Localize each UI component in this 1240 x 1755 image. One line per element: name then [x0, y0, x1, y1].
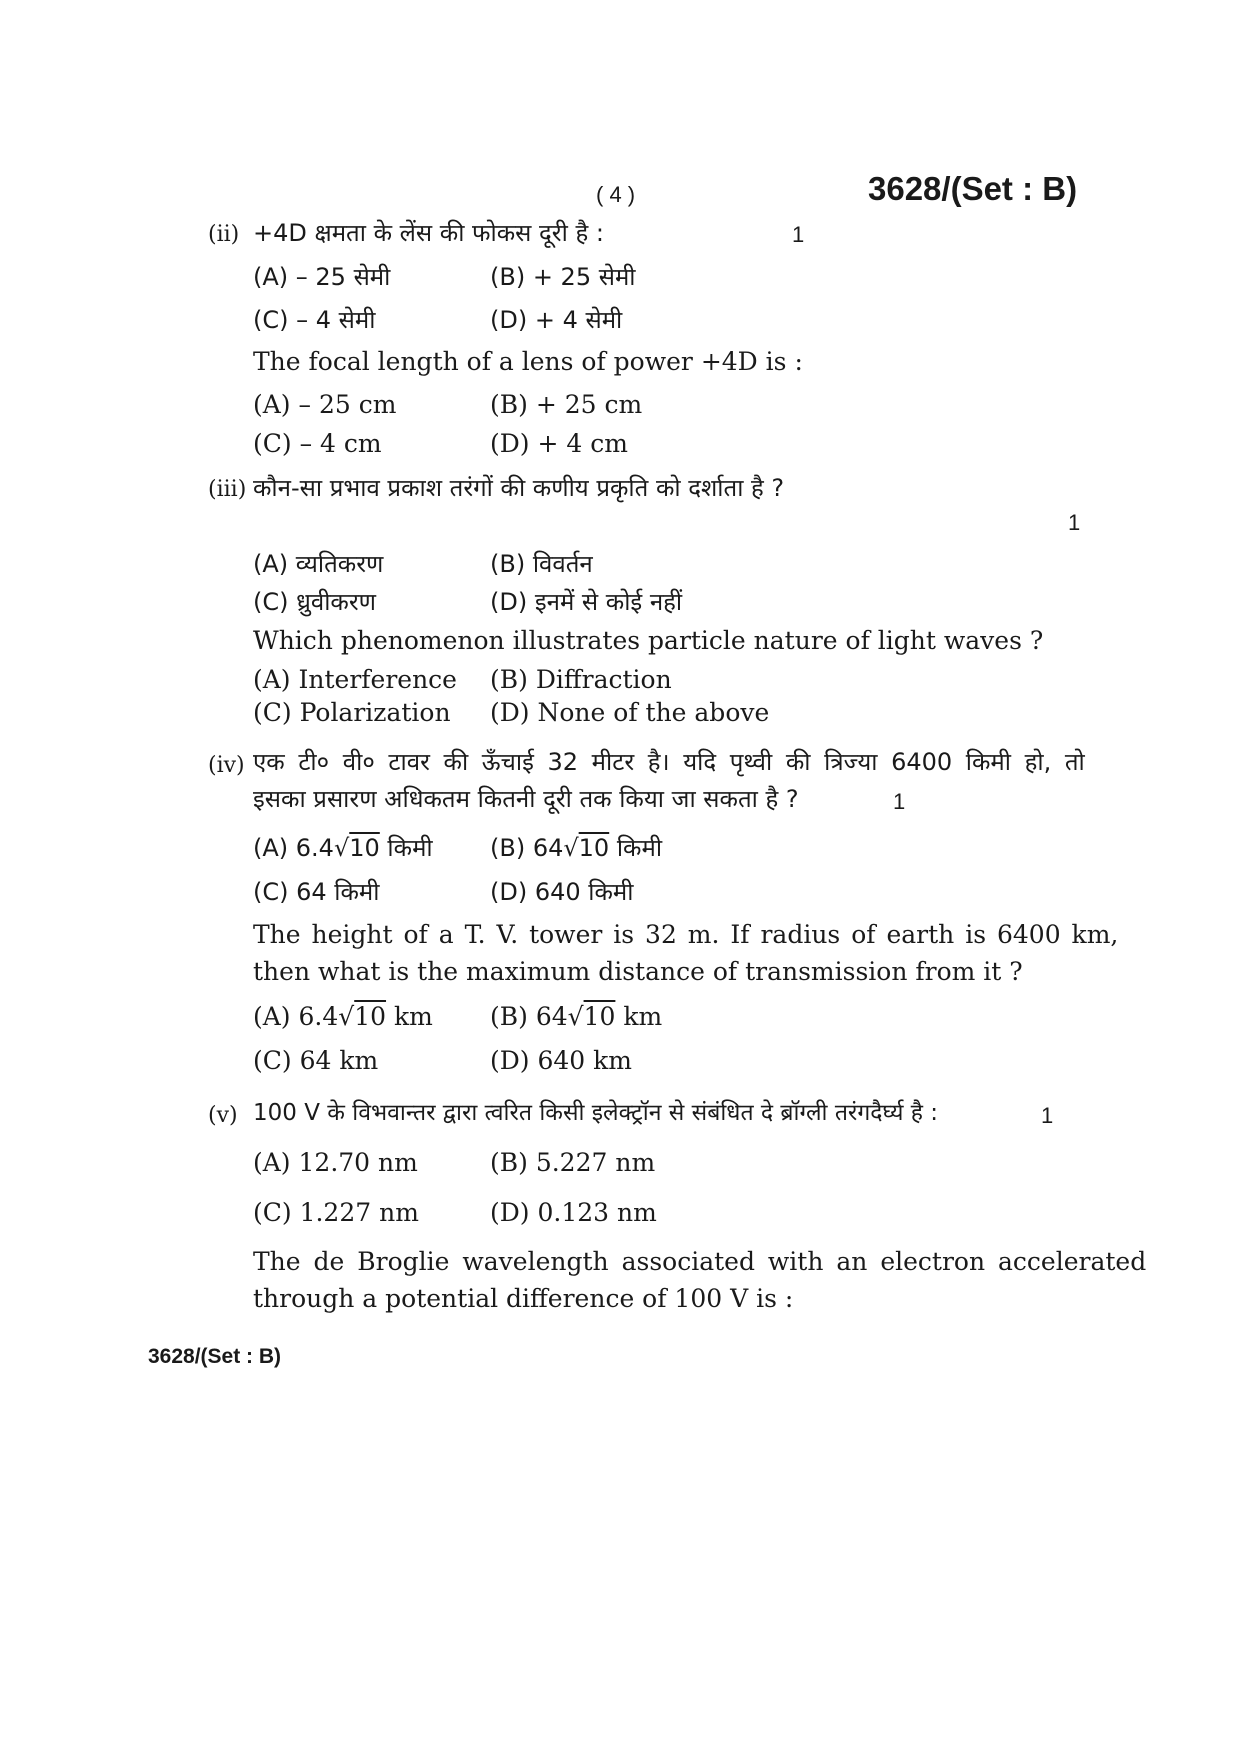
option-a-english: [253, 1002, 433, 1031]
question-number: (ii): [208, 222, 240, 247]
sqrt-symbol: √: [567, 1002, 584, 1031]
marks: 1: [893, 789, 906, 814]
option-c: (C) 1.227 nm: [253, 1198, 419, 1227]
question-text-english: Which phenomenon illustrates particle nature of light waves ?: [253, 626, 1044, 655]
question-text-hindi: 100 V के विभवान्तर द्वारा त्वरित किसी इलेक्ट्रॉन से संबंधित दे ब्रॉग्ली तरंगदैर्घ्य है :: [253, 1100, 939, 1126]
option-suffix: km: [615, 1002, 663, 1031]
option-d-hindi: (D) 640 किमी: [490, 878, 634, 906]
option-a-english: (A) Interference: [253, 665, 457, 694]
question-text-english-line2: then what is the maximum distance of transmission from it ?: [253, 957, 1023, 986]
question-text-hindi-line1: एक टी० वी० टावर की ऊँचाई 32 मीटर है। यदि पृथ्वी की त्रिज्या 6400 किमी हो, तो: [253, 748, 1085, 776]
question-text-english-line2: through a potential difference of 100 V is :: [253, 1284, 794, 1313]
sqrt-symbol: √: [338, 1002, 355, 1031]
option-prefix: (A) 6.4: [253, 1002, 339, 1031]
option-prefix: (B) 64: [490, 834, 564, 862]
option-a: (A) 12.70 nm: [253, 1148, 418, 1177]
option-suffix: किमी: [379, 834, 433, 862]
option-c-english: (C) Polarization: [253, 698, 451, 727]
option-suffix: किमी: [609, 834, 663, 862]
option-b-english: (B) Diffraction: [490, 665, 672, 694]
option-c-english: (C) 64 km: [253, 1046, 379, 1075]
question-number: (v): [208, 1103, 238, 1128]
option-c-hindi: (C) 64 किमी: [253, 878, 380, 906]
set-code-header: 3628/(Set : B): [868, 170, 1078, 207]
marks: 1: [792, 222, 805, 247]
option-d-hindi: (D) इनमें से कोई नहीं: [490, 588, 683, 616]
option-prefix: (B) 64: [490, 1002, 568, 1031]
option-suffix: km: [386, 1002, 433, 1031]
option-a-hindi: [253, 831, 433, 864]
option-d: (D) 0.123 nm: [490, 1198, 657, 1227]
sqrt-symbol: √: [333, 834, 350, 862]
option-c-english: (C) – 4 cm: [253, 429, 382, 458]
option-d-english: (D) None of the above: [490, 698, 770, 727]
question-text-english: The focal length of a lens of power +4D is :: [253, 347, 803, 376]
option-b: (B) 5.227 nm: [490, 1148, 656, 1177]
question-text-hindi-line2: इसका प्रसारण अधिकतम कितनी दूरी तक किया जा सकता है ?: [253, 785, 799, 813]
question-text-hindi: कौन-सा प्रभाव प्रकाश तरंगों की कणीय प्रकृति को दर्शाता है ?: [253, 474, 785, 502]
marks: 1: [1068, 510, 1081, 535]
option-prefix: (A) 6.4: [253, 834, 334, 862]
set-code-footer: 3628/(Set : B): [148, 1345, 282, 1368]
option-c-hindi: (C) – 4 सेमी: [253, 306, 376, 334]
page-number: ( 4 ): [596, 182, 636, 207]
option-a-hindi: (A) – 25 सेमी: [253, 263, 391, 291]
option-d-english: (D) + 4 cm: [490, 429, 628, 458]
question-number: (iii): [208, 477, 247, 502]
radicand: 10: [578, 834, 610, 862]
option-b-hindi: (B) विवर्तन: [490, 550, 593, 578]
radicand: 10: [349, 834, 380, 862]
option-b-english: (B) + 25 cm: [490, 390, 643, 419]
option-c-hindi: (C) ध्रुवीकरण: [253, 588, 377, 616]
option-b-english: [490, 1002, 662, 1031]
question-text-english-line1: The height of a T. V. tower is 32 m. If radius of earth is 6400 km,: [253, 920, 1119, 949]
option-b-hindi: [490, 831, 662, 864]
radicand: 10: [354, 1002, 387, 1031]
question-text-english-line1: The de Broglie wavelength associated with an electron accelerated: [253, 1247, 1147, 1276]
option-a-english: (A) – 25 cm: [253, 390, 397, 419]
option-a-hindi: (A) व्यतिकरण: [253, 550, 384, 578]
question-number: (iv): [208, 753, 245, 778]
radicand: 10: [583, 1002, 616, 1031]
option-d-hindi: (D) + 4 सेमी: [490, 306, 623, 334]
option-d-english: (D) 640 km: [490, 1046, 633, 1075]
option-b-hindi: (B) + 25 सेमी: [490, 263, 636, 291]
marks: 1: [1041, 1103, 1054, 1128]
sqrt-symbol: √: [563, 834, 579, 862]
question-text-hindi: +4D क्षमता के लेंस की फोकस दूरी है :: [253, 219, 604, 247]
